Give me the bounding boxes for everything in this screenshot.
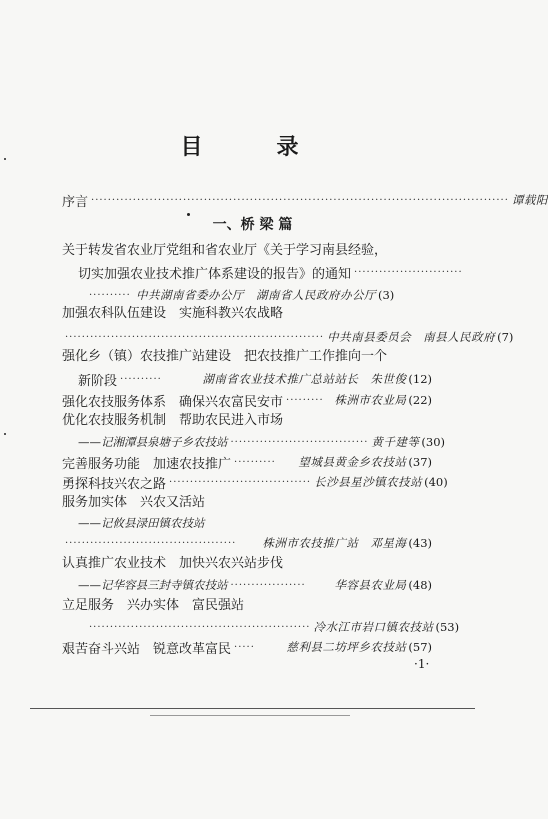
entry-page: (30) (421, 435, 446, 449)
leader-dots: ·········· (89, 289, 131, 301)
entry-subtitle: ——记攸县渌田镇农技站 (78, 516, 205, 530)
entry-page: (57) (408, 640, 432, 654)
leader-dots: ·········· (234, 456, 276, 468)
scan-speck (187, 213, 190, 216)
entry-page: (7) (497, 330, 514, 344)
toc-entry-e6[interactable] (62, 453, 432, 471)
scan-speck (4, 433, 6, 435)
leader-dots: ·················· (230, 579, 306, 591)
entry-page: (37) (408, 455, 432, 469)
entry-source: 华容县农业局 (334, 578, 407, 592)
toc-entry-e9-sub (78, 576, 432, 594)
entry-source: 慈利县二坊坪乡农技站 (286, 640, 407, 654)
entry-source: 黄千建等 (371, 435, 420, 449)
bottom-rule (30, 708, 475, 709)
entry-title-line[interactable]: 关于转发省农业厅党组和省农业厅《关于学习南县经验， (62, 243, 388, 258)
leader-dots: ········· (286, 394, 324, 406)
toc-entry-e3-line2[interactable] (78, 370, 432, 388)
entry-title-line[interactable]: 加强农科队伍建设 实施科教兴农战略 (62, 306, 284, 321)
toc-entry-e8-source (62, 534, 432, 552)
leader-dots: ···································································································· (91, 194, 509, 206)
entry-title: 完善服务功能 加速农技推广 (62, 456, 232, 472)
toc-entry-e2-source (62, 328, 514, 346)
entry-title-line: 切实加强农业技术推广体系建设的报告》的通知 (78, 266, 352, 282)
toc-entry-preface[interactable] (62, 191, 548, 210)
leader-dots: ·························· (354, 266, 463, 278)
page-title: 目 录 (180, 134, 325, 160)
entry-page: (22) (408, 393, 432, 407)
entry-title: 序言 (62, 194, 89, 210)
scan-speck (4, 158, 6, 160)
entry-page: (53) (435, 620, 460, 634)
toc-entry-e1-line2[interactable] (78, 263, 463, 282)
leader-dots: ····················································· (89, 621, 311, 633)
entry-source: 冷水江市岩口镇农技站 (313, 620, 434, 634)
entry-title-line[interactable]: 强化乡（镇）农技推广站建设 把农技推广工作推向一个 (62, 349, 388, 364)
toc-entry-e7[interactable] (62, 473, 448, 492)
entry-source: 中共湖南省委办公厅 湖南省人民政府办公厅 (136, 288, 376, 302)
section-heading: 一、桥 梁 篇 (212, 217, 293, 233)
page-number: ·1· (414, 657, 430, 671)
entry-title-line[interactable]: 立足服务 兴办实体 富民强站 (62, 598, 245, 613)
entry-page: (40) (424, 475, 448, 489)
toc-entry-e10-source (86, 618, 460, 636)
entry-page: (12) (408, 372, 432, 386)
entry-source: 中共南县委员会 南县人民政府 (327, 330, 496, 344)
entry-source: 株洲市农技推广站 邓星海 (262, 536, 407, 550)
entry-subtitle: ——记华容县三封寺镇农技站 (78, 578, 228, 592)
leader-dots: ·········· (120, 373, 162, 385)
entry-title-line[interactable]: 认真推广农业技术 加快兴农兴站步伐 (62, 556, 284, 571)
leader-dots: ····· (234, 641, 255, 653)
entry-page: (3) (378, 288, 395, 302)
leader-dots: ········································· (65, 537, 237, 549)
entry-title: 强化农技服务体系 确保兴农富民安市 (62, 394, 284, 410)
entry-source: 湖南省农业技术推广总站站长 朱世俊 (202, 372, 407, 386)
entry-author: 谭载阳 (511, 193, 548, 207)
leader-dots: ································· (230, 436, 369, 448)
entry-source: 长沙县星沙镇农技站 (314, 475, 423, 489)
entry-page: (43) (408, 536, 432, 550)
toc-entry-e5-sub (78, 433, 446, 451)
leader-dots: ······························································ (65, 331, 325, 343)
entry-title: 勇探科技兴农之路 (62, 476, 167, 492)
entry-source: 株洲市农业局 (334, 393, 407, 407)
entry-title-line: 新阶段 (78, 373, 118, 389)
toc-entry-e1-source (86, 286, 432, 304)
toc-entry-e11[interactable] (62, 638, 432, 656)
entry-subtitle: ——记湘潭县泉塘子乡农技站 (78, 435, 228, 449)
entry-page: (48) (408, 578, 432, 592)
leader-dots: ·································· (169, 476, 312, 488)
bottom-rule-faint (150, 715, 350, 716)
entry-title-line[interactable]: 优化农技服务机制 帮助农民进入市场 (62, 413, 284, 428)
toc-entry-e4[interactable] (62, 391, 432, 409)
entry-title: 艰苦奋斗兴站 锐意改革富民 (62, 641, 232, 657)
entry-source: 望城县黄金乡农技站 (298, 455, 407, 469)
entry-title-line[interactable]: 服务加实体 兴农又活站 (62, 495, 206, 510)
